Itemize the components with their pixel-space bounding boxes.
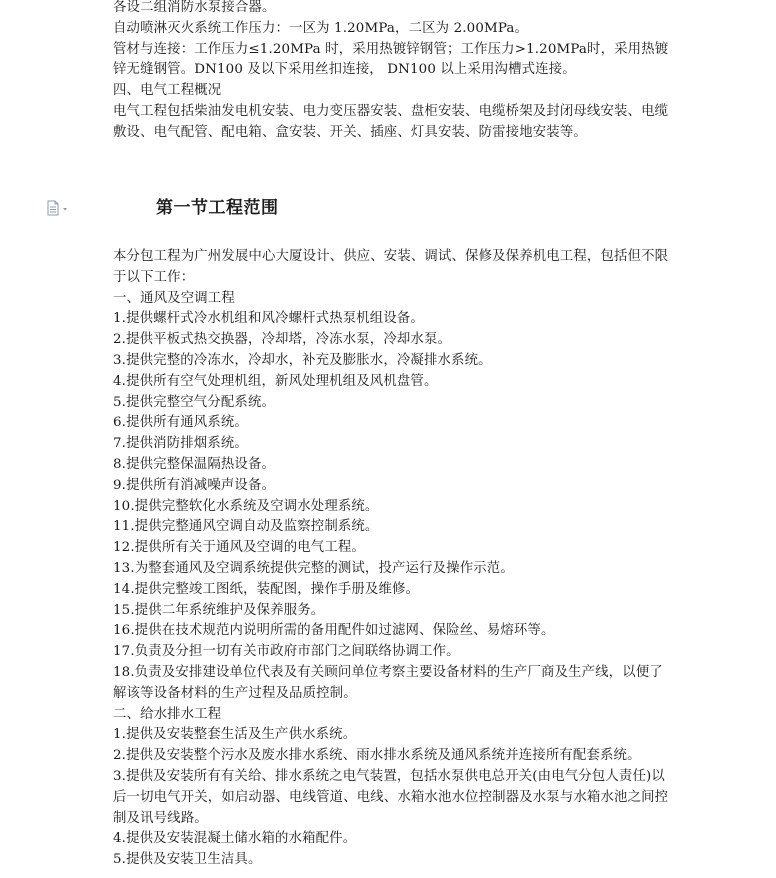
list-item: 12.提供所有关于通风及空调的电气工程。 — [113, 540, 365, 556]
list-item: 4.提供及安装混凝土储水箱的水箱配件。 — [113, 831, 357, 847]
list-item: 4.提供所有空气处理机组，新风处理机组及风机盘管。 — [113, 373, 438, 389]
list-item: 8.提供完整保温隔热设备。 — [113, 456, 276, 472]
section-heading: 第一节工程范围 — [156, 198, 279, 218]
list-item: 10.提供完整软化水系统及空调水处理系统。 — [113, 498, 379, 514]
list-item: 3.提供及安装所有有关给、排水系统之电气装置，包括水泵供电总开关(由电气分包人责任)以后一切电气开关，如启动器、电线管道、电线、水箱水池水位控制器及水泵与水箱水池之间控制及讯号线路。 — [113, 768, 669, 826]
document-icon[interactable] — [46, 200, 72, 216]
list-item: 11.提供完整通风空调自动及监察控制系统。 — [113, 519, 379, 535]
list-item: 15.提供二年系统维护及保养服务。 — [113, 602, 325, 618]
intro-text-block — [113, 0, 673, 144]
list-item: 7.提供消防排烟系统。 — [113, 436, 248, 452]
section-subheading: 一、通风及空调工程 — [113, 290, 235, 306]
paragraph: 电气工程包括柴油发电机安装、电力变压器安装、盘柜安装、电缆桥架及封闭母线安装、电缆敷设、电气配管、配电箱、盒安装、开关、插座、灯具安装、防雷接地安装等。 — [113, 103, 669, 140]
list-item: 2.提供及安装整个污水及废水排水系统、雨水排水系统及通风系统并连接所有配套系统。 — [113, 748, 641, 764]
list-item: 17.负责及分担一切有关市政府市部门之间联络协调工作。 — [113, 644, 460, 660]
section-subheading: 二、给水排水工程 — [113, 706, 222, 722]
list-item: 5.提供及安装卫生洁具。 — [113, 852, 262, 868]
list-item: 2.提供平板式热交换器，冷却塔，冷冻水泵，冷却水泵。 — [113, 332, 452, 348]
list-item: 14.提供完整竣工图纸，装配图，操作手册及维修。 — [113, 581, 420, 597]
paragraph: 本分包工程为广州发展中心大厦设计、供应、安装、调试、保修及保养机电工程，包括但不限于以下工作： — [113, 249, 669, 285]
list-item: 13.为整套通风及空调系统提供完整的测试，投产运行及操作示范。 — [113, 560, 514, 576]
section-subheading: 四、电气工程概况 — [113, 83, 222, 99]
list-item: 5.提供完整空气分配系统。 — [113, 394, 276, 410]
list-item: 18.负责及安排建设单位代表及有关顾问单位考察主要设备材料的生产厂商及生产线，以便了解该等设备材料的生产过程及品质控制。 — [113, 664, 663, 701]
list-item: 6.提供所有通风系统。 — [113, 415, 248, 431]
list-item: 1.提供及安装整套生活及生产供水系统。 — [113, 727, 357, 743]
scope-text-block — [113, 247, 673, 871]
list-item: 1.提供螺杆式冷水机组和风冷螺杆式热泵机组设备。 — [113, 311, 424, 327]
section-heading-row — [44, 194, 684, 222]
list-item: 9.提供所有消减噪声设备。 — [113, 477, 276, 493]
list-item: 16.提供在技术规范内说明所需的备用配件如过滤网、保险丝、易熔环等。 — [113, 623, 555, 639]
paragraph: 各设二组消防水泵接合器。 — [113, 0, 276, 15]
list-item: 3.提供完整的冷冻水，冷却水，补充及膨胀水，冷凝排水系统。 — [113, 352, 492, 368]
paragraph: 管材与连接：工作压力≤1.20MPa 时，采用热镀锌钢管；工作压力>1.20MPa时，采用热镀锌无缝钢管。DN100 及以下采用丝扣连接， DN100 以上采用沟槽式连接。 — [113, 41, 669, 78]
paragraph: 自动喷淋灭火系统工作压力：一区为 1.20MPa，二区为 2.00MPa。 — [113, 20, 529, 36]
